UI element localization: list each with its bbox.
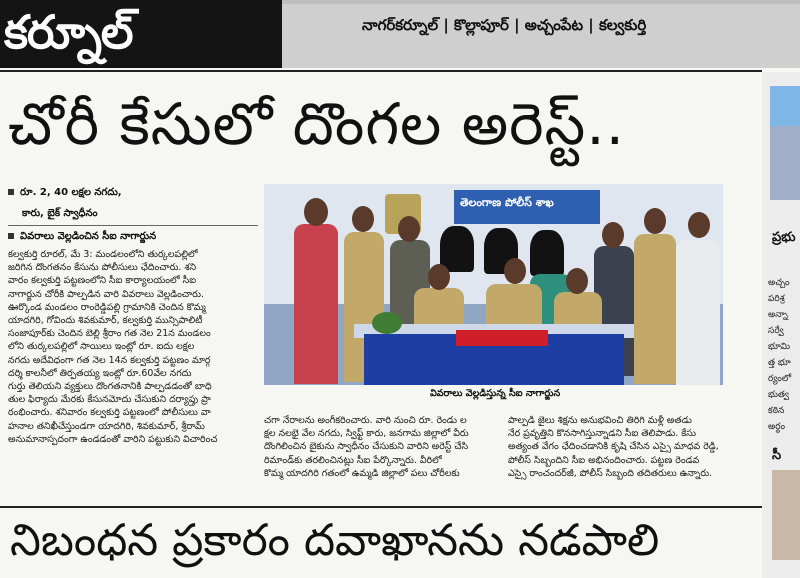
text-line: నేర ప్రవృత్తిని కొనసాగిస్తున్నాడని సీఐ తెలిపాడు. కేసు	[508, 428, 696, 440]
article-column-1	[8, 248, 260, 446]
adjacent-text-line: సర్వే	[768, 326, 784, 336]
text-line: ఊర్కొండ మండలం రాంరెడ్డిపల్లి గ్రామానికి చెందిన కొమ్మ	[8, 301, 206, 313]
person-head	[644, 208, 666, 234]
text-line: లోని తుర్కలపల్లిలో సాయిలు ఇంట్లో రూ. ఐదు లక్షల	[8, 341, 195, 353]
text-line: దొంగిలించిన బైకును స్వాధీనం చేసుకుని వారిని అరెస్ట్ చేసి	[264, 441, 469, 453]
adjacent-photo-2	[772, 470, 800, 560]
adjacent-photo-sky	[770, 86, 800, 126]
person-head	[566, 268, 588, 294]
next-article-headline: నిబంధన ప్రకారం దవాఖానను నడపాలి	[10, 515, 660, 566]
text-line: నాగార్జున చోరీకి పాల్పడిన వారి వివరాలు వెల్లడించారు.	[8, 288, 204, 300]
article-column-2	[264, 414, 502, 480]
bullet-icon	[8, 189, 14, 195]
police-banner-text: తెలంగాణ పోలీస్ శాఖ	[460, 196, 554, 209]
text-line: దర్శి కాలనీలో తిర్పతయ్య ఇంట్లో రూ.60వేల నగదు	[8, 367, 192, 379]
text-line: అనుమానాస్పదంగా ఉండడంతో వారిని పట్టుకుని విచారించ	[8, 433, 218, 445]
bullet-text: రూ. 2, 40 లక్షల నగదు,	[20, 187, 122, 198]
adjacent-text-line: అచ్చం	[768, 278, 790, 288]
person-head	[352, 206, 374, 232]
adjacent-text-line: అన్నా	[768, 310, 788, 320]
person-figure	[294, 224, 338, 384]
bullet-text: వివరాలు వెల్లడించిన సీఐ నాగార్జున	[20, 231, 157, 242]
text-line: తుల ఫిర్యాదు మేరకు కేసునమోదు చేసుకుని దర్యాప్తు ప్రా	[8, 394, 211, 406]
police-figure	[634, 234, 676, 384]
hooded-accused	[530, 230, 564, 276]
article-column-3	[508, 414, 756, 480]
text-line: కల్వకుర్తి రూరల్, మే 3: మండలంలోని తుర్కలపల్లిలో	[8, 249, 198, 260]
bullet-icon	[8, 233, 14, 239]
text-line: చగా నేరాలను అంగీకరించారు. వారి నుంచి రూ. రెండు ల	[264, 415, 467, 426]
adjacent-headline-2: సీ	[772, 448, 782, 463]
hooded-accused	[440, 226, 474, 272]
text-line: జరిగిన దొంగతనం కేసును పోలీసులు ఛేదించారు. శని	[8, 262, 197, 274]
top-rule	[0, 70, 762, 72]
adjacent-text-line: భుత్వ	[768, 390, 789, 400]
seized-cash-tray	[456, 330, 548, 346]
text-line: కొమ్మ యాదగిరి గతంలో ఉమ్మడి జిల్లాలో పలు చోరీలకు	[264, 467, 460, 479]
photo-caption: వివరాలు వెల్లడిస్తున్న సీఐ నాగార్జున	[430, 388, 561, 399]
person-head	[688, 212, 710, 238]
adjacent-text-line: కఠిన	[768, 406, 785, 416]
section-divider	[0, 506, 762, 508]
person-head	[602, 222, 624, 248]
bullet-car	[22, 207, 98, 221]
bullet-text: కారు, బైక్ స్వాధీనం	[22, 208, 98, 219]
article-photo	[264, 184, 723, 385]
article-headline: చోరీ కేసులో దొంగల అరెస్ట్..	[8, 90, 626, 158]
text-line: పోలీస్ సిబ్బందిని సీఐ అభినందించారు. పట్టణ రెండవ	[508, 454, 700, 466]
text-line: పాల్పడి జైలు శిక్షను అనుభవించి తిరిగి మళ్లీ అతడు	[508, 415, 692, 426]
text-line: గుర్తు తెలియని వ్యక్తులు దొంగతనానికి పాల్పడడంతో బాధి	[8, 381, 212, 393]
plant-decoration	[372, 312, 402, 334]
text-line: రిమాండ్‌కు తరలించినట్లు సీఐ పేర్కొన్నారు. వీరిలో	[264, 454, 442, 466]
text-line: రంభించారు. శనివారం కల్వకుర్తి పట్టణంలో పోలీసులు వా	[8, 407, 211, 419]
person-head	[504, 258, 526, 284]
adjacent-headline: ప్రభు	[772, 230, 796, 245]
text-line: నగదు అదేవిధంగా గత నెల 14న కల్వకుర్తి పట్టణం మార్గ	[8, 354, 211, 366]
adjacent-text-line: పరిశ్ర	[768, 294, 785, 304]
adjacent-text-line: ర్యంలో	[768, 374, 792, 384]
person-figure	[676, 240, 720, 385]
person-head	[428, 264, 450, 290]
person-head	[304, 198, 328, 226]
text-line: అత్యంత వేగం ఛేదించడానికి కృషి చేసిన ఎస్సై మాధవ రెడ్డి,	[508, 441, 719, 453]
text-line: ఎస్సై రాంచందర్‌జీ, పోలీస్ సిబ్బంది తదితరులు ఉన్నారు.	[508, 467, 713, 479]
edition-list: నాగర్‌కర్నూల్ | కొల్లాపూర్ | అచ్చంపేట | కల్వకుర్తి	[362, 16, 647, 34]
text-line: క్షల నలభై వేల నగదు, స్విఫ్ట్ కారు, జనగామ జిల్లాలో వీరు	[264, 428, 469, 440]
text-line: వారం కల్వకుర్తి పట్టణంలోని సీఐ కార్యాలయంలో సీఐ	[8, 275, 197, 287]
masthead-title: కర్నూల్	[4, 5, 133, 59]
text-line: సంజాపూర్‌కు చెందిన బెల్లి శ్రీరాం గత నెల 21న మండలం	[8, 328, 211, 340]
text-line: హనాల తనిఖీచేస్తుండగా యాదగిరి, శివకుమార్, శ్రీరామ్	[8, 420, 205, 432]
person-head	[398, 216, 420, 242]
masthead-edition-bar-top	[282, 0, 800, 4]
bullet-cash	[8, 186, 122, 200]
bullet-ci	[8, 230, 156, 244]
text-line: యాదగిరి, గోవిందు శివకుమార్, కల్వకుర్తి మున్సిపాలిటీ	[8, 315, 203, 327]
adjacent-text-line: అర్థం	[768, 422, 786, 432]
adjacent-text-line: త్త భూ	[768, 358, 791, 368]
bullet-divider	[8, 225, 258, 226]
adjacent-text-line: భూమి	[768, 342, 791, 352]
